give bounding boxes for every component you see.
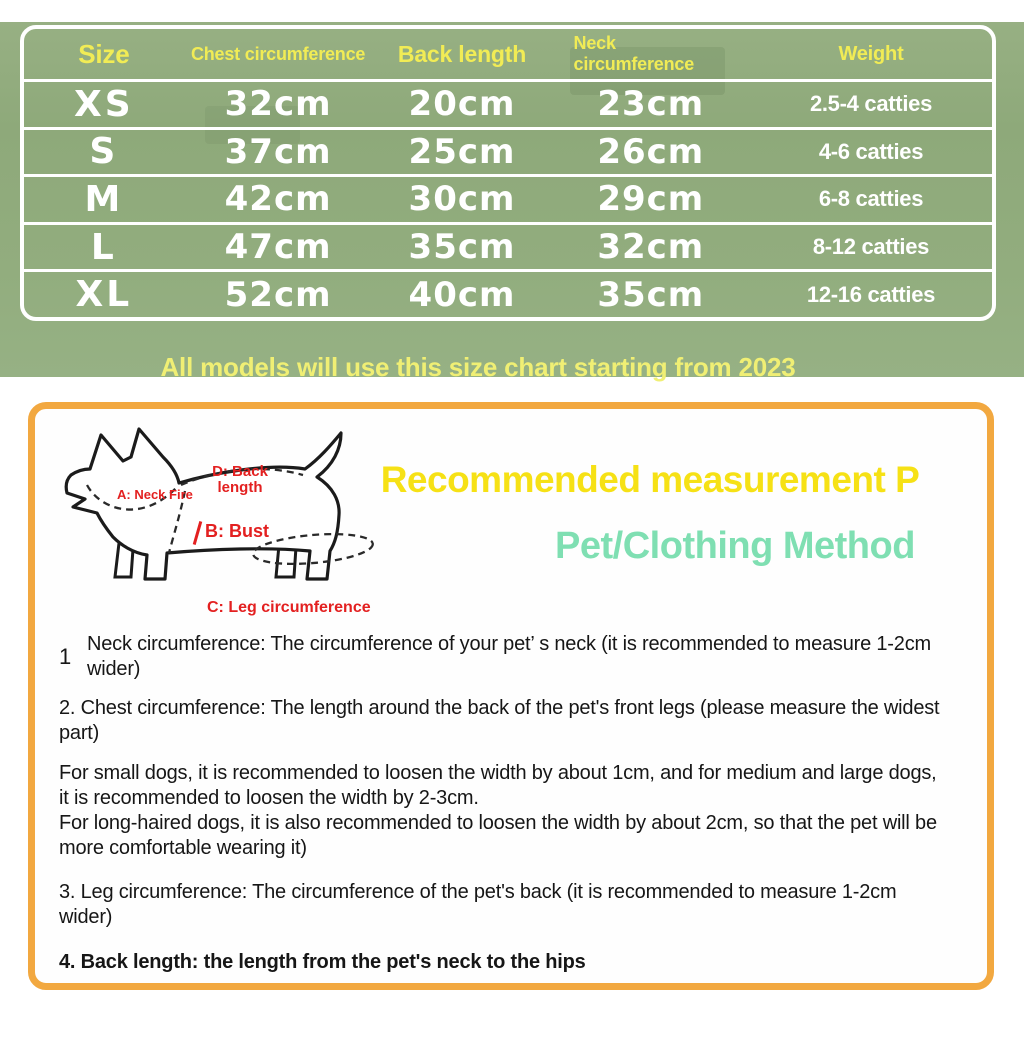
table-row-xs	[24, 79, 992, 127]
cell-weight: 4-6 catties	[818, 138, 924, 164]
instruction-item-2: 2. Chest circumference: The length around the back of the pet's front legs (please measure the widest part)	[59, 697, 940, 744]
label-back-length	[185, 464, 295, 496]
column-header-neck-text: Neck circumference	[573, 33, 695, 74]
table-row-l	[24, 222, 992, 270]
label-neck-circumference: A: Neck Fire	[117, 487, 193, 502]
instruction-item-4: 4. Back length: the length from the pet's neck to the hips	[59, 951, 586, 973]
cell-back: 35cm	[408, 227, 516, 268]
instruction-item-3: 3. Leg circumference: The circumference of the pet's back (it is recommended to measure 1-2cm wider)	[59, 881, 897, 928]
size-chart-section	[0, 22, 1024, 382]
cell-chest: 42cm	[224, 179, 332, 220]
cell-neck: 35cm	[597, 274, 705, 315]
cell-size: S	[89, 131, 119, 173]
cell-weight: 12-16 catties	[806, 281, 936, 307]
cell-chest: 32cm	[224, 84, 332, 125]
cell-neck: 23cm	[597, 84, 705, 125]
table-row-m	[24, 174, 992, 222]
cell-size: L	[90, 226, 117, 268]
cell-chest: 37cm	[224, 131, 332, 172]
cell-weight: 2.5-4 catties	[809, 91, 933, 117]
size-chart-table	[20, 25, 996, 321]
cell-weight: 8-12 catties	[812, 234, 930, 260]
cell-size: XL	[75, 274, 133, 316]
instruction-note-line1: For small dogs, it is recommended to loosen the width by about 1cm, and for medium and large dogs, it is recommended to loosen the width by 2-3cm.	[59, 762, 937, 809]
measurement-instructions	[35, 632, 987, 975]
cell-chest: 47cm	[224, 227, 332, 268]
instruction-item-1-number: 1	[59, 644, 72, 669]
instruction-item-1	[59, 632, 947, 682]
cell-size: M	[84, 178, 124, 220]
label-bust: B: Bust	[205, 521, 269, 541]
size-chart-header-row	[24, 29, 992, 79]
cell-weight: 6-8 catties	[818, 186, 924, 212]
dog-measurement-diagram	[63, 427, 383, 605]
size-chart-footer-note: All models will use this size chart starting from 2023	[160, 352, 796, 382]
label-back-length-line2: length	[217, 478, 263, 496]
label-leg-circumference: C: Leg circumference	[207, 599, 371, 616]
column-header-back: Back length	[397, 40, 527, 67]
cell-neck: 29cm	[597, 179, 705, 220]
measurement-guide-panel	[28, 402, 994, 990]
headline-recommended-measurement: Recommended measurement P	[380, 459, 920, 500]
cell-chest: 52cm	[224, 274, 332, 315]
table-row-xl	[24, 269, 992, 317]
cell-back: 20cm	[408, 84, 516, 125]
headline-pet-clothing-method: Pet/Clothing Method	[555, 525, 915, 567]
column-header-chest: Chest circumference	[190, 43, 366, 64]
table-row-s	[24, 127, 992, 175]
cell-neck: 32cm	[597, 227, 705, 268]
instruction-note-line2: For long-haired dogs, it is also recommended to loosen the width by about 2cm, so that the pet will be more comfortable wearing it)	[59, 812, 937, 859]
cell-size: XS	[74, 83, 134, 125]
column-header-weight: Weight	[838, 42, 904, 65]
instruction-note	[59, 761, 947, 861]
cell-neck: 26cm	[597, 131, 705, 172]
instruction-item-1-text: Neck circumference: The circumference of your pet’ s neck (it is recommended to measure 1-2cm wider)	[87, 633, 931, 680]
cell-back: 40cm	[408, 274, 516, 315]
cell-back: 30cm	[408, 179, 516, 220]
column-header-size: Size	[78, 38, 130, 69]
column-header-neck	[552, 33, 750, 74]
cell-back: 25cm	[408, 131, 516, 172]
diagram-and-headline-area	[35, 409, 987, 632]
label-back-length-line1: D: Back	[212, 463, 268, 480]
